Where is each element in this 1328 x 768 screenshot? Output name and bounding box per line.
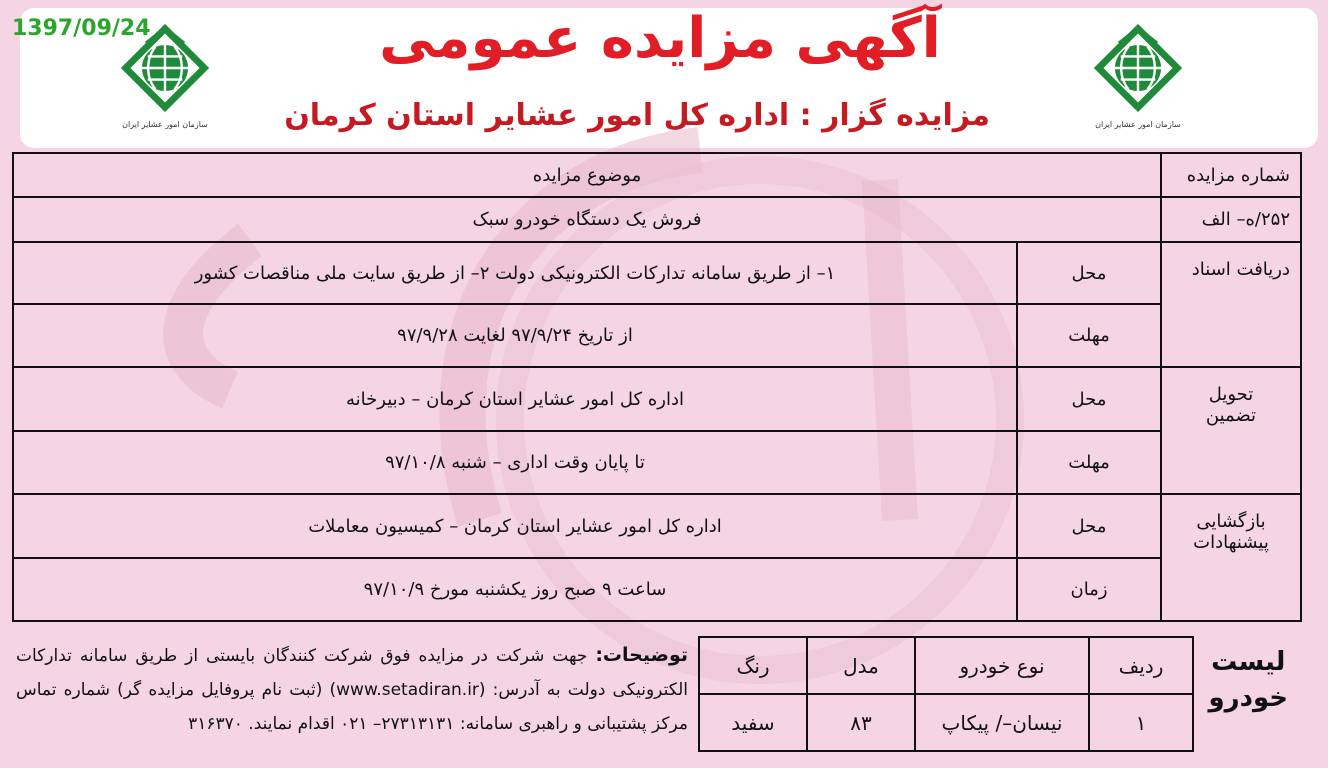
table-row xyxy=(13,153,1301,197)
header-row-number: ردیف xyxy=(1089,637,1193,694)
logo-caption: سازمان امور عشایر ایران xyxy=(122,120,208,129)
guarantee-deadline: تا پایان وقت اداری – شنبه ۹۷/۱۰/۸ xyxy=(13,431,1017,494)
table-row xyxy=(13,197,1301,241)
subject-label: موضوع مزایده xyxy=(13,153,1161,197)
table-row xyxy=(13,367,1301,432)
header-vehicle-type: نوع خودرو xyxy=(915,637,1089,694)
guarantee-deadline-label: مهلت xyxy=(1017,431,1161,494)
vehicle-list-title-line2: خودرو xyxy=(1208,683,1288,713)
auction-subject: فروش یک دستگاه خودرو سبک xyxy=(13,197,1161,241)
table-row xyxy=(13,242,1301,305)
page-title: آگهی مزایده عمومی xyxy=(379,6,941,71)
auction-number-label: شماره مزایده xyxy=(1161,153,1301,197)
documents-section-label: دریافت اسناد xyxy=(1161,242,1301,367)
publication-date: 1397/09/24 xyxy=(12,16,151,41)
vehicle-row-number: ۱ xyxy=(1089,694,1193,751)
vehicle-table xyxy=(698,636,1194,752)
opening-section-label xyxy=(1161,494,1301,621)
documents-deadline-label: مهلت xyxy=(1017,304,1161,367)
table-row xyxy=(13,304,1301,367)
auction-number: ۲۵۲/ه– الف xyxy=(1161,197,1301,241)
globe-emblem-icon xyxy=(117,20,213,116)
opening-section-line2: پیشنهادات xyxy=(1193,531,1269,553)
table-row xyxy=(13,494,1301,559)
notes-paragraph xyxy=(16,638,688,741)
guarantee-place-label: محل xyxy=(1017,367,1161,432)
vehicle-table-header xyxy=(699,637,1193,694)
guarantee-section-label xyxy=(1161,367,1301,494)
vehicle-list-title xyxy=(1208,644,1288,716)
opening-place-label: محل xyxy=(1017,494,1161,559)
organization-logo-left xyxy=(105,20,225,135)
auction-details-table xyxy=(12,152,1302,622)
table-row xyxy=(699,694,1193,751)
documents-place-label: محل xyxy=(1017,242,1161,305)
notes-text: جهت شرکت در مزایده فوق شرکت کنندگان بایستی از طریق سامانه تدارکات الکترونیکی دولت به آدرس: (www.setadiran.ir) (ثبت نام پروفایل مزایده گر) شماره تماس مرکز پشتیبانی و راهبری سامانه: ۲۷۳۱۳۱۳۱– ۰۲۱ اقدام نمایند. ۳۱۶۳۷۰ xyxy=(16,646,688,734)
opening-section-line1: بازگشایی xyxy=(1196,510,1266,532)
documents-place: ۱– از طریق سامانه تدارکات الکترونیکی دولت ۲– از طریق سایت ملی مناقصات کشور xyxy=(13,242,1017,305)
header-color: رنگ xyxy=(699,637,807,694)
organization-logo-right xyxy=(1078,20,1198,135)
globe-emblem-icon xyxy=(1090,20,1186,116)
page-subtitle: مزایده گزار : اداره کل امور عشایر استان کرمان xyxy=(284,98,990,133)
logo-caption: سازمان امور عشایر ایران xyxy=(1095,120,1181,129)
guarantee-place: اداره کل امور عشایر استان کرمان – دبیرخانه xyxy=(13,367,1017,432)
opening-time: ساعت ۹ صبح روز یکشنبه مورخ ۹۷/۱۰/۹ xyxy=(13,558,1017,621)
table-row xyxy=(13,558,1301,621)
vehicle-model: ۸۳ xyxy=(807,694,915,751)
opening-place: اداره کل امور عشایر استان کرمان – کمیسیون معاملات xyxy=(13,494,1017,559)
vehicle-color: سفید xyxy=(699,694,807,751)
vehicle-list-title-line1: لیست xyxy=(1211,647,1286,677)
notes-label: توضیحات: xyxy=(595,644,689,666)
table-row xyxy=(13,431,1301,494)
header-model: مدل xyxy=(807,637,915,694)
guarantee-section-line1: تحویل xyxy=(1208,383,1254,405)
guarantee-section-line2: تضمین xyxy=(1205,404,1257,426)
documents-deadline: از تاریخ ۹۷/۹/۲۴ لغایت ۹۷/۹/۲۸ xyxy=(13,304,1017,367)
opening-time-label: زمان xyxy=(1017,558,1161,621)
vehicle-type: نیسان–/ پیکاپ xyxy=(915,694,1089,751)
bottom-section xyxy=(12,632,1302,760)
